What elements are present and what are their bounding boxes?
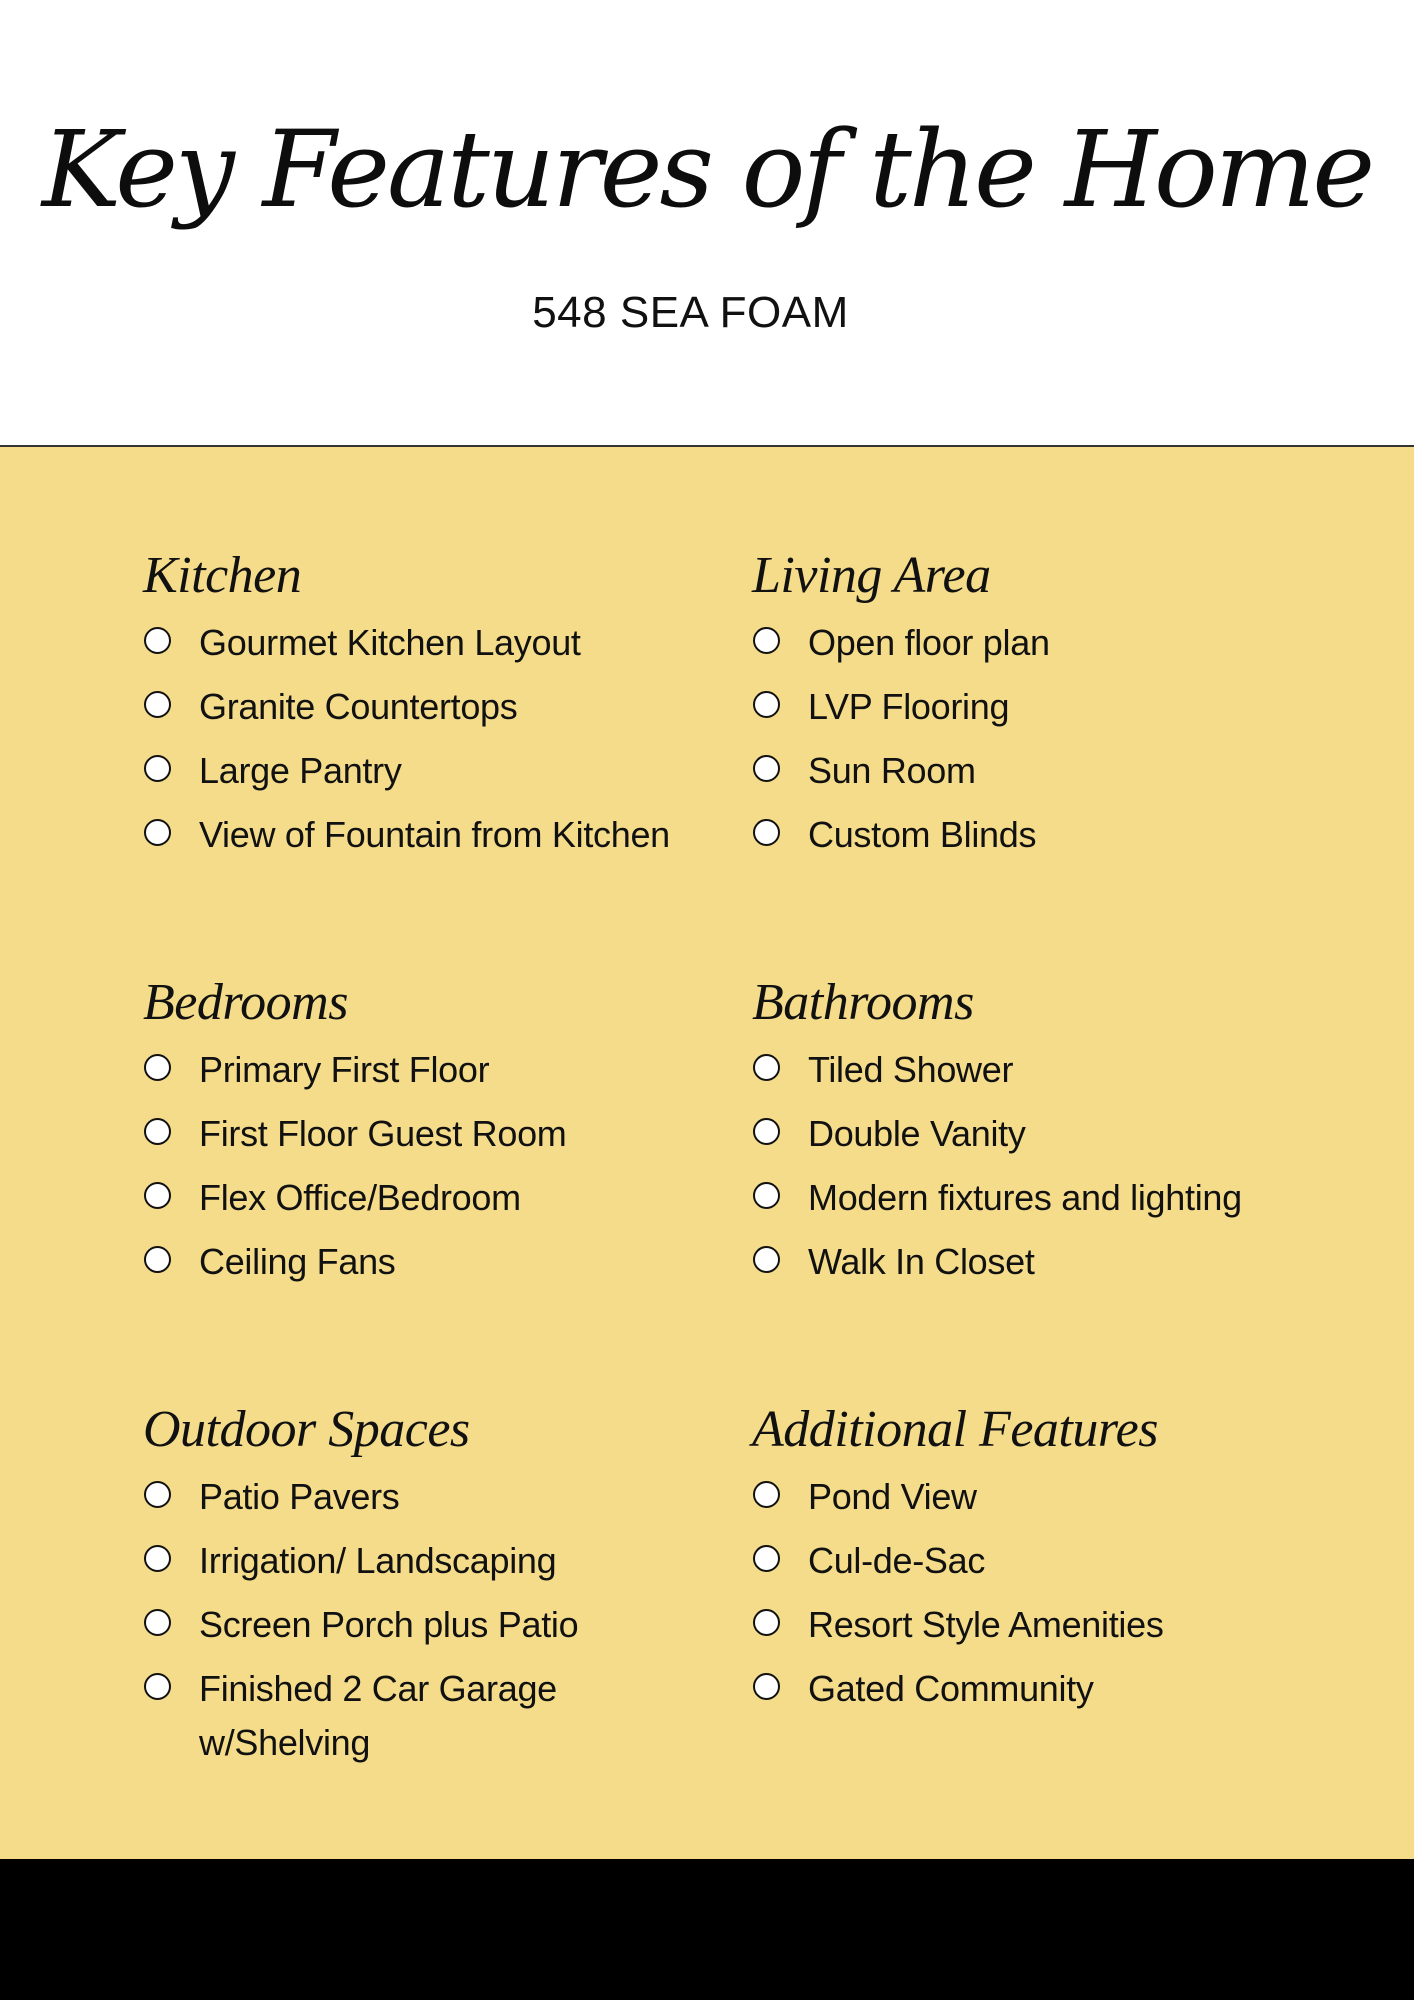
list-item (752, 1043, 1352, 1097)
section-bedrooms (143, 969, 743, 1299)
section-heading: Outdoor Spaces (143, 1401, 470, 1458)
list-item-label: First Floor Guest Room (199, 1113, 567, 1154)
list-item-label: Sun Room (808, 750, 976, 791)
feature-list (143, 1043, 743, 1289)
circle-bullet-icon (144, 1673, 171, 1700)
circle-bullet-icon (753, 691, 780, 718)
list-item (752, 1235, 1352, 1289)
circle-bullet-icon (144, 1054, 171, 1081)
feature-list (752, 616, 1352, 862)
circle-bullet-icon (144, 691, 171, 718)
list-item (752, 1107, 1352, 1161)
list-item (143, 1043, 743, 1097)
list-item (752, 744, 1352, 798)
list-item-label: Modern fixtures and lighting (808, 1177, 1242, 1218)
list-item (143, 680, 743, 734)
list-item (143, 1598, 613, 1652)
section-heading: Kitchen (143, 547, 302, 604)
list-item (143, 1662, 613, 1770)
header (0, 0, 1414, 447)
section-heading: Bathrooms (752, 974, 974, 1031)
footer-band (0, 1859, 1414, 2000)
circle-bullet-icon (753, 819, 780, 846)
section-heading: Bedrooms (143, 974, 348, 1031)
circle-bullet-icon (144, 1609, 171, 1636)
circle-bullet-icon (753, 1054, 780, 1081)
list-item (143, 1534, 613, 1588)
section-living-area (752, 542, 1352, 872)
circle-bullet-icon (753, 1246, 780, 1273)
list-item (143, 744, 743, 798)
list-item (752, 616, 1352, 670)
list-item (143, 1235, 743, 1289)
list-item (752, 680, 1352, 734)
list-item (752, 1171, 1352, 1225)
list-item-label: Patio Pavers (199, 1476, 400, 1517)
list-item (752, 1598, 1352, 1652)
list-item-label: Pond View (808, 1476, 977, 1517)
list-item (143, 1171, 743, 1225)
circle-bullet-icon (144, 1545, 171, 1572)
section-additional-features (752, 1396, 1352, 1726)
list-item-label: Large Pantry (199, 750, 402, 791)
circle-bullet-icon (144, 1481, 171, 1508)
list-item-label: Granite Countertops (199, 686, 518, 727)
circle-bullet-icon (753, 1481, 780, 1508)
list-item-label: Double Vanity (808, 1113, 1026, 1154)
list-item-label: Gated Community (808, 1668, 1094, 1709)
circle-bullet-icon (753, 1609, 780, 1636)
circle-bullet-icon (753, 1182, 780, 1209)
list-item-label: Gourmet Kitchen Layout (199, 622, 581, 663)
circle-bullet-icon (753, 1673, 780, 1700)
list-item-label: View of Fountain from Kitchen (199, 814, 670, 855)
circle-bullet-icon (144, 627, 171, 654)
list-item-label: Resort Style Amenities (808, 1604, 1164, 1645)
feature-list (143, 616, 743, 862)
list-item-label: Tiled Shower (808, 1049, 1014, 1090)
circle-bullet-icon (144, 819, 171, 846)
list-item (143, 808, 743, 862)
feature-list (143, 1470, 613, 1770)
feature-list (752, 1043, 1352, 1289)
list-item-label: Screen Porch plus Patio (199, 1604, 579, 1645)
list-item (752, 1470, 1352, 1524)
circle-bullet-icon (753, 1118, 780, 1145)
list-item-label: Flex Office/Bedroom (199, 1177, 521, 1218)
section-kitchen (143, 542, 743, 872)
section-heading: Additional Features (752, 1401, 1158, 1458)
list-item (143, 616, 743, 670)
list-item (143, 1470, 613, 1524)
list-item (752, 1534, 1352, 1588)
list-item-label: LVP Flooring (808, 686, 1010, 727)
list-item (752, 1662, 1352, 1716)
circle-bullet-icon (753, 1545, 780, 1572)
section-bathrooms (752, 969, 1352, 1299)
list-item-label: Primary First Floor (199, 1049, 490, 1090)
section-outdoor-spaces (143, 1396, 613, 1780)
circle-bullet-icon (753, 755, 780, 782)
list-item-label: Ceiling Fans (199, 1241, 396, 1282)
list-item-label: Open floor plan (808, 622, 1050, 663)
circle-bullet-icon (144, 755, 171, 782)
list-item-label: Custom Blinds (808, 814, 1037, 855)
circle-bullet-icon (144, 1118, 171, 1145)
list-item-label: Walk In Closet (808, 1241, 1035, 1282)
circle-bullet-icon (144, 1246, 171, 1273)
list-item-label: Cul-de-Sac (808, 1540, 986, 1581)
page-title: Key Features of the Home (41, 108, 1373, 231)
list-item (143, 1107, 743, 1161)
circle-bullet-icon (144, 1182, 171, 1209)
list-item (752, 808, 1352, 862)
section-heading: Living Area (752, 547, 991, 604)
list-item-label: Finished 2 Car Garage w/Shelving (199, 1668, 557, 1763)
property-address: 548 SEA FOAM (532, 288, 849, 337)
circle-bullet-icon (753, 627, 780, 654)
features-panel (0, 447, 1414, 1859)
feature-list (752, 1470, 1352, 1716)
list-item-label: Irrigation/ Landscaping (199, 1540, 557, 1581)
